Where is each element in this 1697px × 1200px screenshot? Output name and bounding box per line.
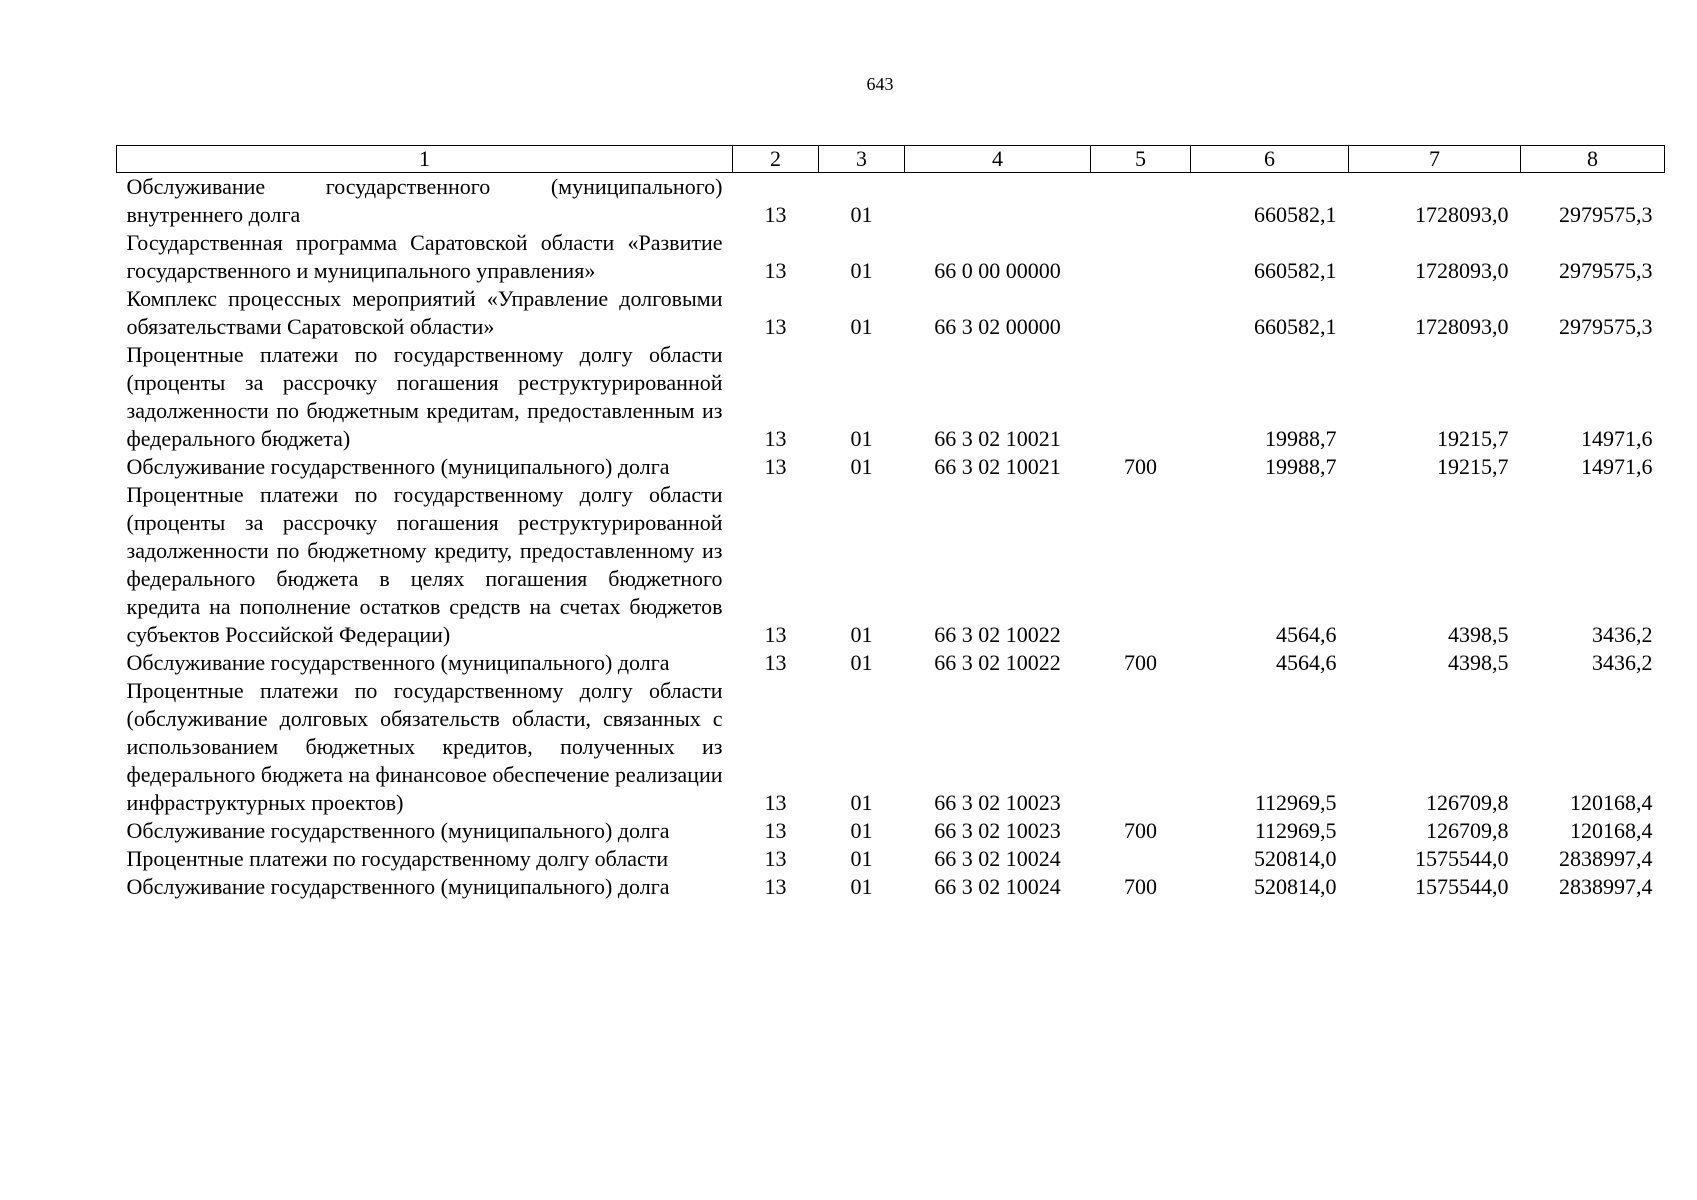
header-col-1: 1	[117, 146, 733, 173]
header-col-8: 8	[1521, 146, 1665, 173]
table-row	[117, 229, 1665, 285]
row-target-code: 66 3 02 10024	[934, 846, 1061, 871]
row-amount-year2: 4398,5	[1448, 622, 1509, 647]
row-expense-type: 700	[1124, 818, 1157, 843]
row-expense-type	[1091, 677, 1191, 817]
row-amount-year3: 3436,2	[1592, 650, 1653, 675]
row-expense-type	[1091, 173, 1191, 230]
row-amount-year1: 660582,1	[1254, 314, 1337, 339]
row-target-code: 66 3 02 10023	[934, 790, 1061, 815]
row-section: 13	[764, 202, 787, 227]
row-name: Обслуживание государственного (муниципального) внутреннего долга	[126, 174, 723, 227]
row-amount-year1: 520814,0	[1254, 874, 1337, 899]
row-subsection: 01	[850, 454, 873, 479]
row-target-code: 66 3 02 10023	[934, 818, 1061, 843]
row-amount-year3: 120168,4	[1570, 818, 1653, 843]
row-name: Обслуживание государственного (муниципального) долга	[126, 650, 670, 675]
row-amount-year3: 120168,4	[1570, 790, 1653, 815]
row-section: 13	[764, 454, 787, 479]
table-row	[117, 453, 1665, 481]
row-amount-year1: 660582,1	[1254, 202, 1337, 227]
header-col-7: 7	[1349, 146, 1521, 173]
table-row	[117, 285, 1665, 341]
row-target-code: 66 3 02 10021	[934, 426, 1061, 451]
row-amount-year3: 2979575,3	[1559, 314, 1653, 339]
row-expense-type: 700	[1124, 874, 1157, 899]
row-subsection: 01	[850, 426, 873, 451]
row-name: Процентные платежи по государственному долгу области (проценты за рассрочку погашения реструктурированной задолженности по бюджетному кредиту, предоставленному из федерального бюджета в целях погашения бюджетного кредита на пополнение остатков средств на счетах бюджетов субъектов Российской Федерации)	[126, 482, 723, 647]
row-amount-year1: 112969,5	[1254, 790, 1337, 815]
row-subsection: 01	[850, 314, 873, 339]
row-target-code	[905, 173, 1091, 230]
row-amount-year2: 1728093,0	[1415, 258, 1509, 283]
table-header	[117, 146, 1665, 173]
table-row	[117, 173, 1665, 230]
row-amount-year3: 2979575,3	[1559, 258, 1653, 283]
header-col-3: 3	[819, 146, 905, 173]
table-body	[117, 173, 1665, 902]
row-subsection: 01	[850, 202, 873, 227]
row-amount-year1: 19988,7	[1265, 454, 1337, 479]
header-col-5: 5	[1091, 146, 1191, 173]
row-amount-year1: 660582,1	[1254, 258, 1337, 283]
row-subsection: 01	[850, 790, 873, 815]
row-section: 13	[764, 258, 787, 283]
row-section: 13	[764, 790, 787, 815]
row-section: 13	[764, 314, 787, 339]
row-name: Процентные платежи по государственному долгу области (обслуживание долговых обязательств области, связанных с использованием бюджетных кредитов, полученных из федерального бюджета на финансовое обеспечение реализации инфраструктурных проектов)	[126, 678, 723, 815]
row-section: 13	[764, 818, 787, 843]
row-name: Обслуживание государственного (муниципального) долга	[126, 874, 670, 899]
row-amount-year1: 112969,5	[1254, 818, 1337, 843]
header-row	[117, 146, 1665, 173]
table-row	[117, 845, 1665, 873]
row-amount-year2: 19215,7	[1437, 426, 1509, 451]
row-section: 13	[764, 650, 787, 675]
page-number: 643	[866, 74, 894, 94]
row-section: 13	[764, 426, 787, 451]
row-name: Обслуживание государственного (муниципального) долга	[126, 454, 670, 479]
table-row	[117, 873, 1665, 901]
row-amount-year2: 1728093,0	[1415, 202, 1509, 227]
row-target-code: 66 0 00 00000	[934, 258, 1061, 283]
row-amount-year2: 1575544,0	[1415, 846, 1509, 871]
row-expense-type: 700	[1124, 454, 1157, 479]
row-expense-type	[1091, 845, 1191, 873]
row-name: Комплекс процессных мероприятий «Управление долговыми обязательствами Саратовской области»	[126, 286, 723, 339]
row-expense-type	[1091, 285, 1191, 341]
row-amount-year1: 4564,6	[1276, 650, 1337, 675]
row-amount-year3: 3436,2	[1592, 622, 1653, 647]
row-amount-year2: 1728093,0	[1415, 314, 1509, 339]
row-amount-year2: 1575544,0	[1415, 874, 1509, 899]
row-subsection: 01	[850, 818, 873, 843]
row-amount-year2: 19215,7	[1437, 454, 1509, 479]
row-amount-year1: 19988,7	[1265, 426, 1337, 451]
row-subsection: 01	[850, 258, 873, 283]
row-amount-year2: 126709,8	[1426, 790, 1509, 815]
row-subsection: 01	[850, 846, 873, 871]
table-row	[117, 341, 1665, 453]
table-row	[117, 677, 1665, 817]
row-name: Обслуживание государственного (муниципального) долга	[126, 818, 670, 843]
row-target-code: 66 3 02 10024	[934, 874, 1061, 899]
header-col-6: 6	[1191, 146, 1349, 173]
row-name: Государственная программа Саратовской области «Развитие государственного и муниципального управления»	[126, 230, 723, 283]
row-target-code: 66 3 02 10022	[934, 650, 1061, 675]
table-row	[117, 817, 1665, 845]
row-amount-year3: 14971,6	[1581, 426, 1653, 451]
row-expense-type	[1091, 229, 1191, 285]
row-expense-type	[1091, 341, 1191, 453]
row-section: 13	[764, 846, 787, 871]
header-col-2: 2	[733, 146, 819, 173]
row-amount-year3: 14971,6	[1581, 454, 1653, 479]
row-amount-year1: 4564,6	[1276, 622, 1337, 647]
table-row	[117, 649, 1665, 677]
row-amount-year2: 126709,8	[1426, 818, 1509, 843]
row-target-code: 66 3 02 00000	[934, 314, 1061, 339]
row-subsection: 01	[850, 874, 873, 899]
budget-table	[116, 145, 1665, 901]
row-subsection: 01	[850, 650, 873, 675]
row-name: Процентные платежи по государственному долгу области	[126, 846, 669, 871]
row-expense-type	[1091, 481, 1191, 649]
row-amount-year3: 2838997,4	[1559, 846, 1653, 871]
row-subsection: 01	[850, 622, 873, 647]
table-row	[117, 481, 1665, 649]
row-target-code: 66 3 02 10021	[934, 454, 1061, 479]
row-name: Процентные платежи по государственному долгу области (проценты за рассрочку погашения реструктурированной задолженности по бюджетным кредитам, предоставленным из федерального бюджета)	[126, 342, 723, 451]
header-col-4: 4	[905, 146, 1091, 173]
row-amount-year3: 2838997,4	[1559, 874, 1653, 899]
row-amount-year1: 520814,0	[1254, 846, 1337, 871]
row-section: 13	[764, 874, 787, 899]
row-section: 13	[764, 622, 787, 647]
row-amount-year3: 2979575,3	[1559, 202, 1653, 227]
row-target-code: 66 3 02 10022	[934, 622, 1061, 647]
row-expense-type: 700	[1124, 650, 1157, 675]
row-amount-year2: 4398,5	[1448, 650, 1509, 675]
